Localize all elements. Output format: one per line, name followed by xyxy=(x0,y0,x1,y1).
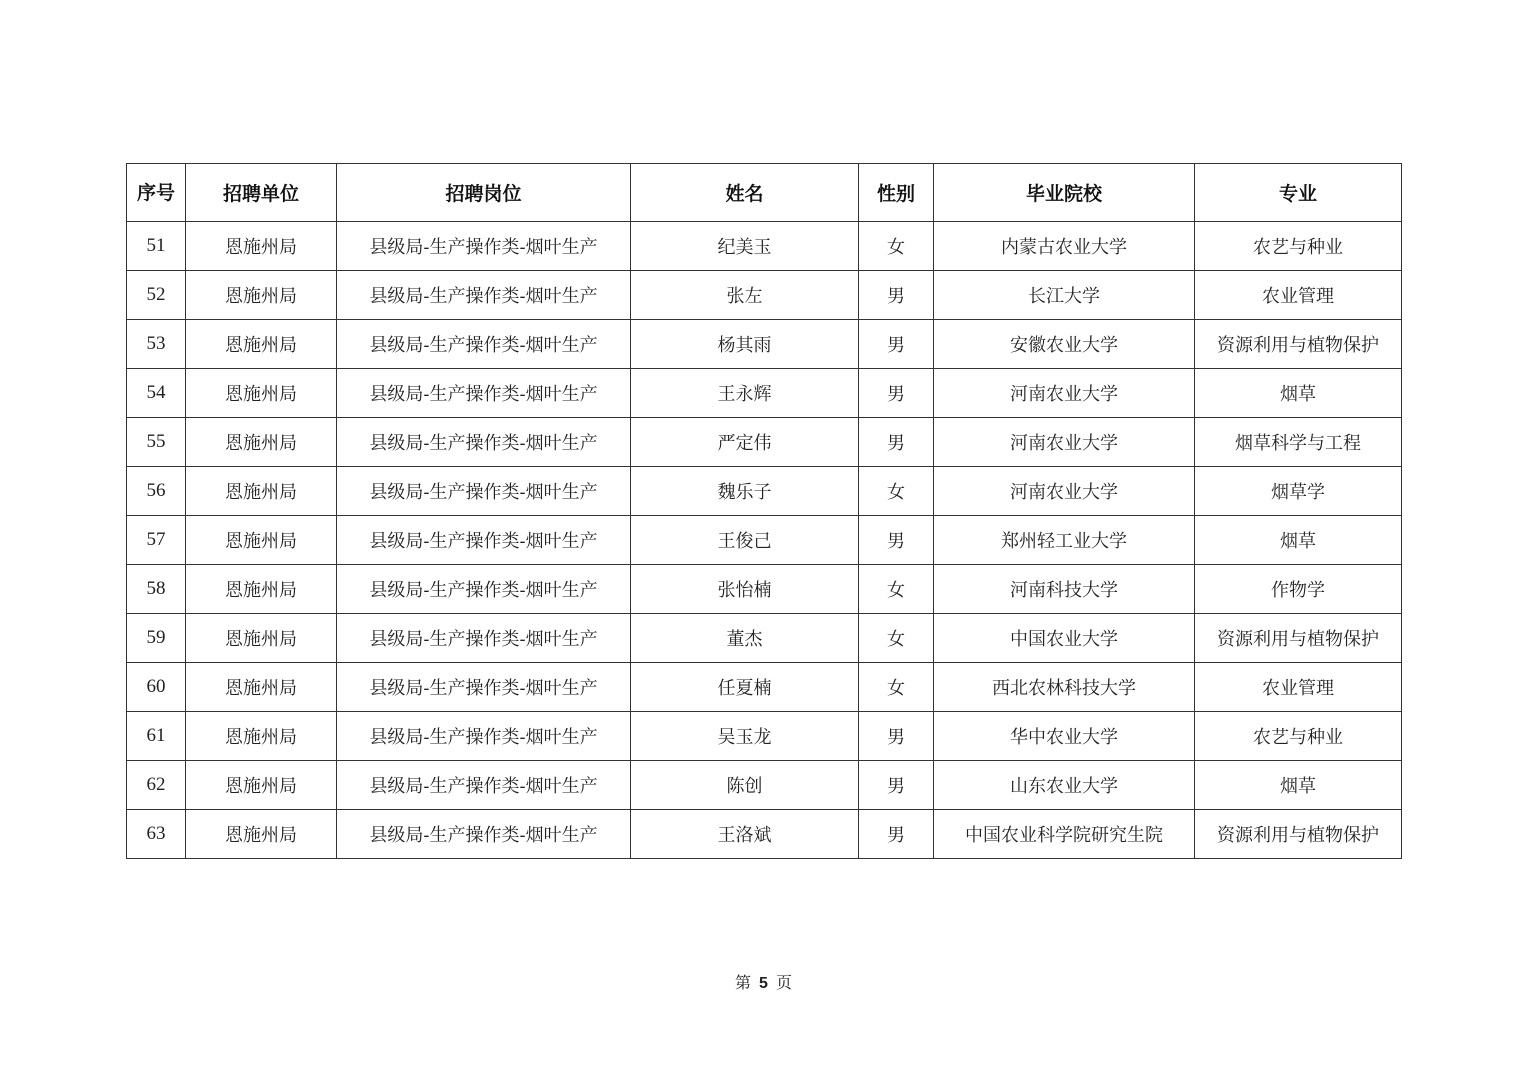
cell-name: 陈创 xyxy=(631,761,859,810)
cell-school: 河南农业大学 xyxy=(934,467,1195,516)
table-row xyxy=(127,320,1402,369)
table-row xyxy=(127,614,1402,663)
cell-seq: 56 xyxy=(127,467,186,516)
cell-gender: 男 xyxy=(859,761,934,810)
cell-major: 烟草学 xyxy=(1195,467,1402,516)
cell-school: 安徽农业大学 xyxy=(934,320,1195,369)
cell-unit: 恩施州局 xyxy=(186,271,337,320)
cell-unit: 恩施州局 xyxy=(186,369,337,418)
cell-position: 县级局-生产操作类-烟叶生产 xyxy=(337,663,631,712)
cell-major: 农艺与种业 xyxy=(1195,222,1402,271)
footer-prefix: 第 xyxy=(735,973,752,992)
cell-seq: 59 xyxy=(127,614,186,663)
cell-school: 中国农业科学院研究生院 xyxy=(934,810,1195,859)
cell-gender: 男 xyxy=(859,418,934,467)
footer-suffix: 页 xyxy=(775,973,792,992)
cell-school: 内蒙古农业大学 xyxy=(934,222,1195,271)
table-row xyxy=(127,271,1402,320)
cell-name: 杨其雨 xyxy=(631,320,859,369)
cell-position: 县级局-生产操作类-烟叶生产 xyxy=(337,516,631,565)
cell-gender: 男 xyxy=(859,271,934,320)
cell-name: 严定伟 xyxy=(631,418,859,467)
table-row xyxy=(127,761,1402,810)
cell-gender: 女 xyxy=(859,467,934,516)
cell-unit: 恩施州局 xyxy=(186,810,337,859)
header-major: 专业 xyxy=(1195,164,1402,222)
header-name: 姓名 xyxy=(631,164,859,222)
cell-school: 河南科技大学 xyxy=(934,565,1195,614)
cell-seq: 61 xyxy=(127,712,186,761)
cell-seq: 53 xyxy=(127,320,186,369)
cell-seq: 63 xyxy=(127,810,186,859)
cell-name: 董杰 xyxy=(631,614,859,663)
cell-name: 魏乐子 xyxy=(631,467,859,516)
cell-name: 张左 xyxy=(631,271,859,320)
table-row xyxy=(127,418,1402,467)
header-seq: 序号 xyxy=(127,164,186,222)
table-row xyxy=(127,467,1402,516)
cell-position: 县级局-生产操作类-烟叶生产 xyxy=(337,614,631,663)
cell-major: 资源利用与植物保护 xyxy=(1195,614,1402,663)
cell-major: 烟草 xyxy=(1195,369,1402,418)
table-row xyxy=(127,369,1402,418)
cell-position: 县级局-生产操作类-烟叶生产 xyxy=(337,271,631,320)
header-gender: 性别 xyxy=(859,164,934,222)
cell-major: 资源利用与植物保护 xyxy=(1195,810,1402,859)
cell-gender: 男 xyxy=(859,320,934,369)
page-number: 5 xyxy=(759,975,768,992)
cell-seq: 54 xyxy=(127,369,186,418)
header-school: 毕业院校 xyxy=(934,164,1195,222)
cell-unit: 恩施州局 xyxy=(186,663,337,712)
cell-school: 华中农业大学 xyxy=(934,712,1195,761)
cell-unit: 恩施州局 xyxy=(186,761,337,810)
cell-position: 县级局-生产操作类-烟叶生产 xyxy=(337,320,631,369)
table-row xyxy=(127,565,1402,614)
table-header xyxy=(127,164,1402,222)
cell-gender: 女 xyxy=(859,614,934,663)
cell-unit: 恩施州局 xyxy=(186,467,337,516)
header-unit: 招聘单位 xyxy=(186,164,337,222)
table-row xyxy=(127,516,1402,565)
cell-school: 河南农业大学 xyxy=(934,418,1195,467)
cell-gender: 男 xyxy=(859,369,934,418)
cell-name: 纪美玉 xyxy=(631,222,859,271)
cell-seq: 58 xyxy=(127,565,186,614)
cell-unit: 恩施州局 xyxy=(186,712,337,761)
cell-gender: 男 xyxy=(859,516,934,565)
cell-school: 河南农业大学 xyxy=(934,369,1195,418)
table-body xyxy=(127,222,1402,859)
cell-school: 中国农业大学 xyxy=(934,614,1195,663)
cell-position: 县级局-生产操作类-烟叶生产 xyxy=(337,761,631,810)
cell-position: 县级局-生产操作类-烟叶生产 xyxy=(337,810,631,859)
cell-gender: 男 xyxy=(859,712,934,761)
cell-position: 县级局-生产操作类-烟叶生产 xyxy=(337,565,631,614)
cell-gender: 女 xyxy=(859,222,934,271)
cell-name: 王洛斌 xyxy=(631,810,859,859)
cell-unit: 恩施州局 xyxy=(186,516,337,565)
cell-major: 农业管理 xyxy=(1195,663,1402,712)
table-row xyxy=(127,712,1402,761)
cell-name: 张怡楠 xyxy=(631,565,859,614)
table-row xyxy=(127,663,1402,712)
cell-gender: 男 xyxy=(859,810,934,859)
cell-gender: 女 xyxy=(859,565,934,614)
cell-seq: 55 xyxy=(127,418,186,467)
header-row xyxy=(127,164,1402,222)
cell-seq: 62 xyxy=(127,761,186,810)
cell-seq: 60 xyxy=(127,663,186,712)
cell-major: 烟草 xyxy=(1195,761,1402,810)
cell-school: 西北农林科技大学 xyxy=(934,663,1195,712)
cell-position: 县级局-生产操作类-烟叶生产 xyxy=(337,418,631,467)
cell-position: 县级局-生产操作类-烟叶生产 xyxy=(337,369,631,418)
page-footer xyxy=(0,970,1527,993)
cell-name: 王俊己 xyxy=(631,516,859,565)
cell-major: 资源利用与植物保护 xyxy=(1195,320,1402,369)
cell-school: 长江大学 xyxy=(934,271,1195,320)
cell-unit: 恩施州局 xyxy=(186,418,337,467)
cell-name: 吴玉龙 xyxy=(631,712,859,761)
cell-seq: 51 xyxy=(127,222,186,271)
cell-name: 任夏楠 xyxy=(631,663,859,712)
cell-major: 农艺与种业 xyxy=(1195,712,1402,761)
recruitment-table xyxy=(126,163,1402,859)
cell-unit: 恩施州局 xyxy=(186,320,337,369)
cell-unit: 恩施州局 xyxy=(186,614,337,663)
cell-major: 农业管理 xyxy=(1195,271,1402,320)
cell-unit: 恩施州局 xyxy=(186,222,337,271)
table-row xyxy=(127,222,1402,271)
cell-position: 县级局-生产操作类-烟叶生产 xyxy=(337,712,631,761)
cell-major: 作物学 xyxy=(1195,565,1402,614)
cell-major: 烟草 xyxy=(1195,516,1402,565)
cell-school: 郑州轻工业大学 xyxy=(934,516,1195,565)
header-position: 招聘岗位 xyxy=(337,164,631,222)
cell-position: 县级局-生产操作类-烟叶生产 xyxy=(337,222,631,271)
cell-school: 山东农业大学 xyxy=(934,761,1195,810)
cell-name: 王永辉 xyxy=(631,369,859,418)
cell-position: 县级局-生产操作类-烟叶生产 xyxy=(337,467,631,516)
cell-seq: 57 xyxy=(127,516,186,565)
cell-gender: 女 xyxy=(859,663,934,712)
cell-unit: 恩施州局 xyxy=(186,565,337,614)
table-row xyxy=(127,810,1402,859)
cell-seq: 52 xyxy=(127,271,186,320)
cell-major: 烟草科学与工程 xyxy=(1195,418,1402,467)
